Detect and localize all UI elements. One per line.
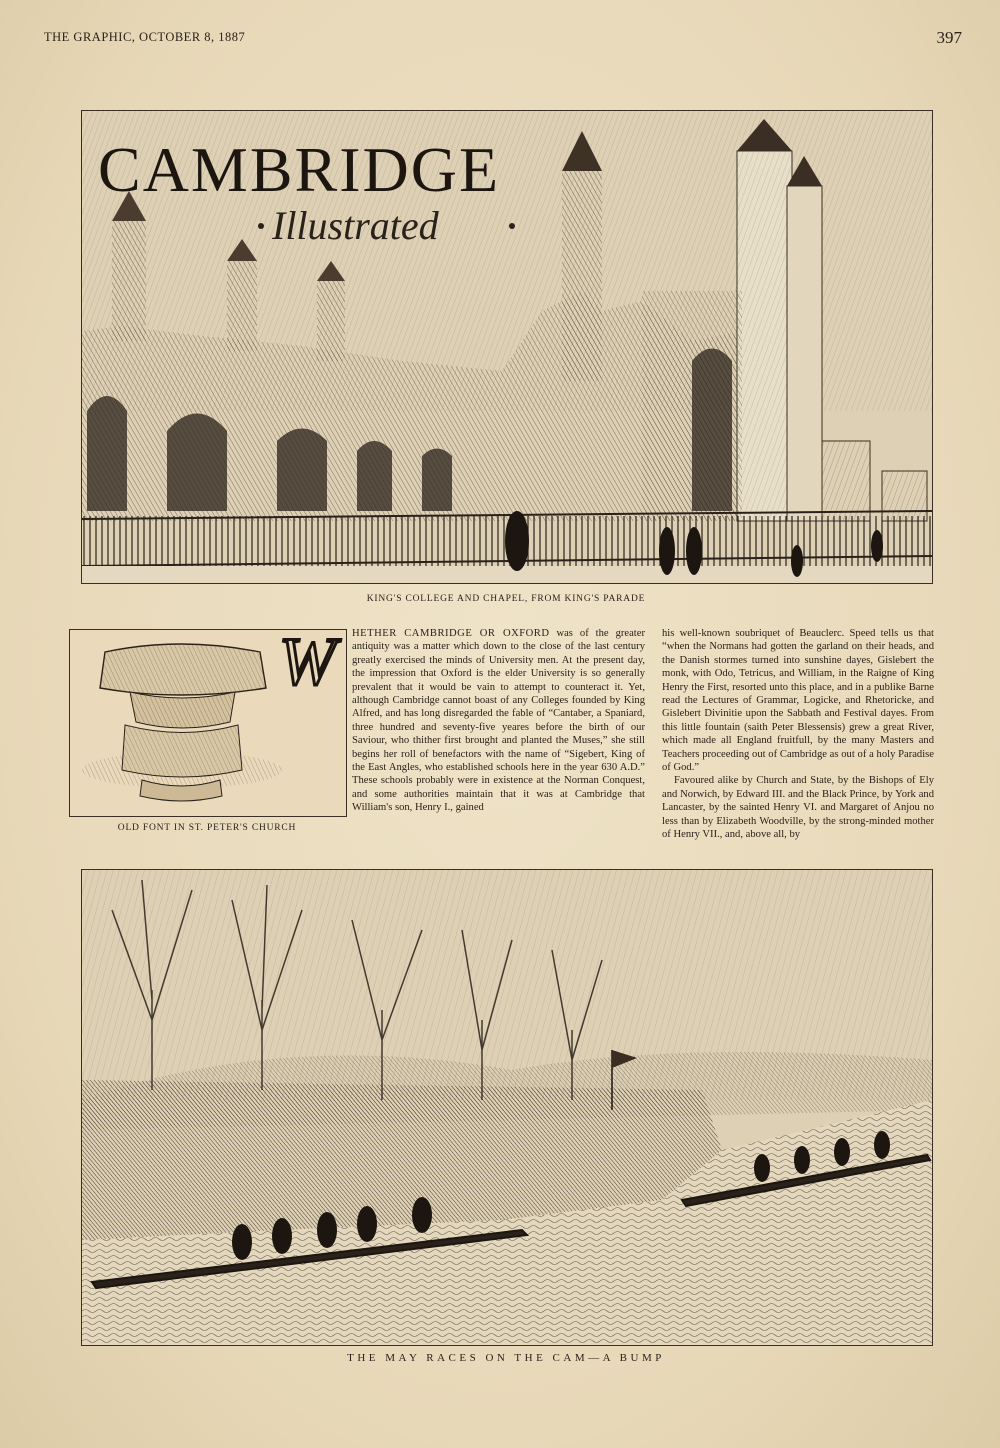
ornament-dot-right xyxy=(509,223,515,229)
caption-kings-college: KING'S COLLEGE AND CHAPEL, FROM KING'S PARADE xyxy=(366,594,646,604)
may-races-engraving xyxy=(81,869,933,1346)
svg-text:W: W xyxy=(279,630,336,690)
ornament-dot-left xyxy=(258,223,264,229)
article-column-2 xyxy=(662,627,934,842)
article-paragraph-3: Favoured alike by Church and State, by the Bishops of Ely and Norwich, by Edward III. and the Black Prince, by York and Lancaster, by the sainted Henry VI. and Margaret of Anjou no less than by Elizabeth Woodville, by the strong-minded mother of Henry VII., and, above all, by xyxy=(662,775,934,841)
caption-old-font: OLD FONT IN ST. PETER'S CHURCH xyxy=(117,823,297,833)
kings-college-illustration xyxy=(82,111,932,583)
kings-college-engraving xyxy=(81,110,933,584)
banner-subtitle: Illustrated xyxy=(272,203,439,248)
running-header: THE GRAPHIC, OCTOBER 8, 1887 xyxy=(44,30,246,44)
article-body-1: was of the greater antiquity was a matter which down to the close of the last century greatly exercised the minds of University men. At the present day, the impression that Oxford is the elder University is so generally prevalent that it would be vain to attempt to counteract it. Yet, although Cambridge cannot boast of any Colleges founded by King Alfred, and has long disregarded the fable of “Cantaber, a Spaniard, three hundred and seventy-five yeares before the birth of our Saviour, who thither first brought and planted the Muses,” she still begins her roll of benefactors with the name of “Sigebert, King of the East Angles, who established schools here in the year 630 A.D.” These schools probably were in existence at the Norman Conquest, and some authorities maintain that it was at Cambridge that William's son, Henry I., gained xyxy=(352,628,645,814)
article-lead: HETHER CAMBRIDGE OR OXFORD xyxy=(352,628,550,639)
article-paragraph-2: his well-known soubriquet of Beauclerc. Speed tells us that “when the Normans had gotten the garland on their heads, and the Danish stormes turned into sunshine dayes, Gislebert the monk, with Odo, Tetricus, and William, in the Raigne of King Henry the First, resorted unto this place, and in a publike Barne read the Lectures of Grammar, Logicke, and Rhetoricke, and Gislebert Divinitie upon the Sabbath and Festival dayes. From this little fountain (saith Peter Blessensis) grew a great River, which made all England fruitfull, by the many Masters and Teachers proceeding out of Cambridge as out of a holy Paradise of God.” xyxy=(662,628,934,774)
may-races-illustration xyxy=(82,870,932,1345)
caption-may-races: THE MAY RACES ON THE CAM—A BUMP xyxy=(347,1352,665,1364)
page-number: 397 xyxy=(936,28,962,47)
article-paragraph-1 xyxy=(352,627,645,815)
banner-title: CAMBRIDGE xyxy=(98,134,501,205)
drop-cap-w xyxy=(277,630,343,690)
article-column-1 xyxy=(352,627,645,815)
